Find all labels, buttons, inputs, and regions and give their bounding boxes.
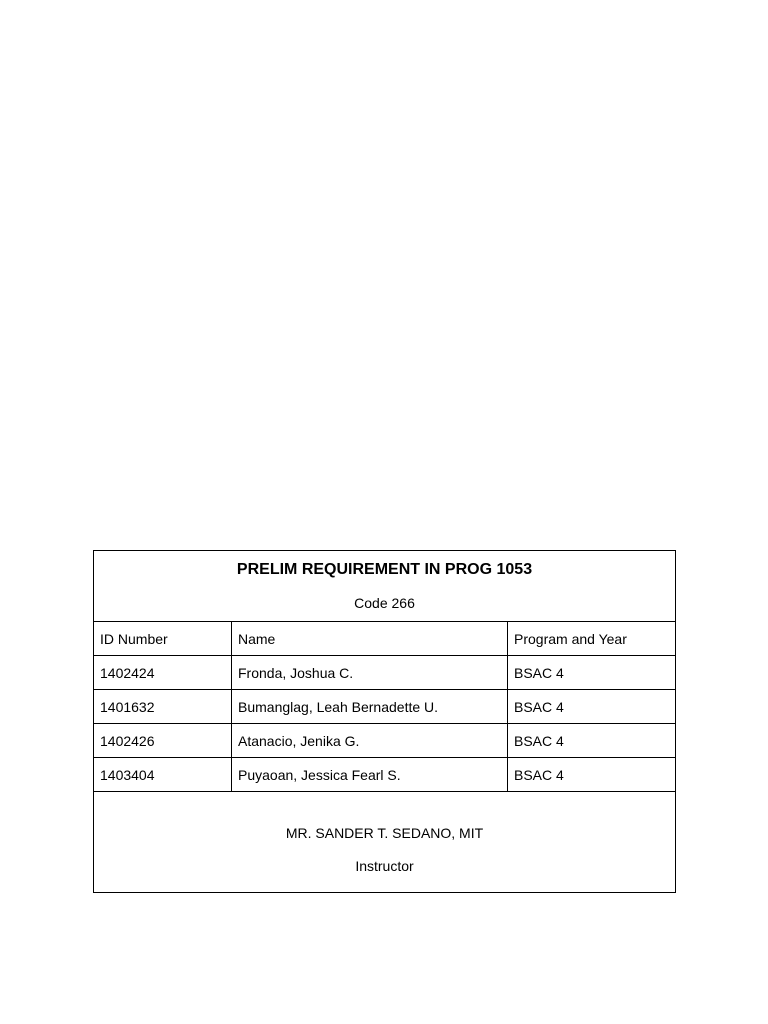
cell-id-number: 1402424 [94, 656, 232, 690]
table-row [94, 656, 676, 690]
instructor-cell [94, 792, 676, 893]
cover-table [93, 550, 676, 893]
cell-name: Atanacio, Jenika G. [232, 724, 508, 758]
cell-name: Fronda, Joshua C. [232, 656, 508, 690]
table-header-row [94, 622, 676, 656]
header-name: Name [232, 622, 508, 656]
instructor-role: Instructor [355, 857, 414, 874]
document-title: PRELIM REQUIREMENT IN PROG 1053 [236, 561, 533, 578]
cell-program-year: BSAC 4 [508, 656, 676, 690]
course-code: Code 266 [354, 595, 415, 611]
title-cell [94, 551, 676, 622]
cell-id-number: 1402426 [94, 724, 232, 758]
cell-program-year: BSAC 4 [508, 724, 676, 758]
instructor-name: MR. SANDER T. SEDANO, MIT [285, 824, 484, 841]
cell-name: Puyaoan, Jessica Fearl S. [232, 758, 508, 792]
cell-id-number: 1403404 [94, 758, 232, 792]
table-row [94, 758, 676, 792]
cell-name: Bumanglag, Leah Bernadette U. [232, 690, 508, 724]
header-program-year: Program and Year [508, 622, 676, 656]
header-id-number: ID Number [94, 622, 232, 656]
cell-program-year: BSAC 4 [508, 690, 676, 724]
table-row [94, 690, 676, 724]
cell-program-year: BSAC 4 [508, 758, 676, 792]
cell-id-number: 1401632 [94, 690, 232, 724]
table-row [94, 724, 676, 758]
